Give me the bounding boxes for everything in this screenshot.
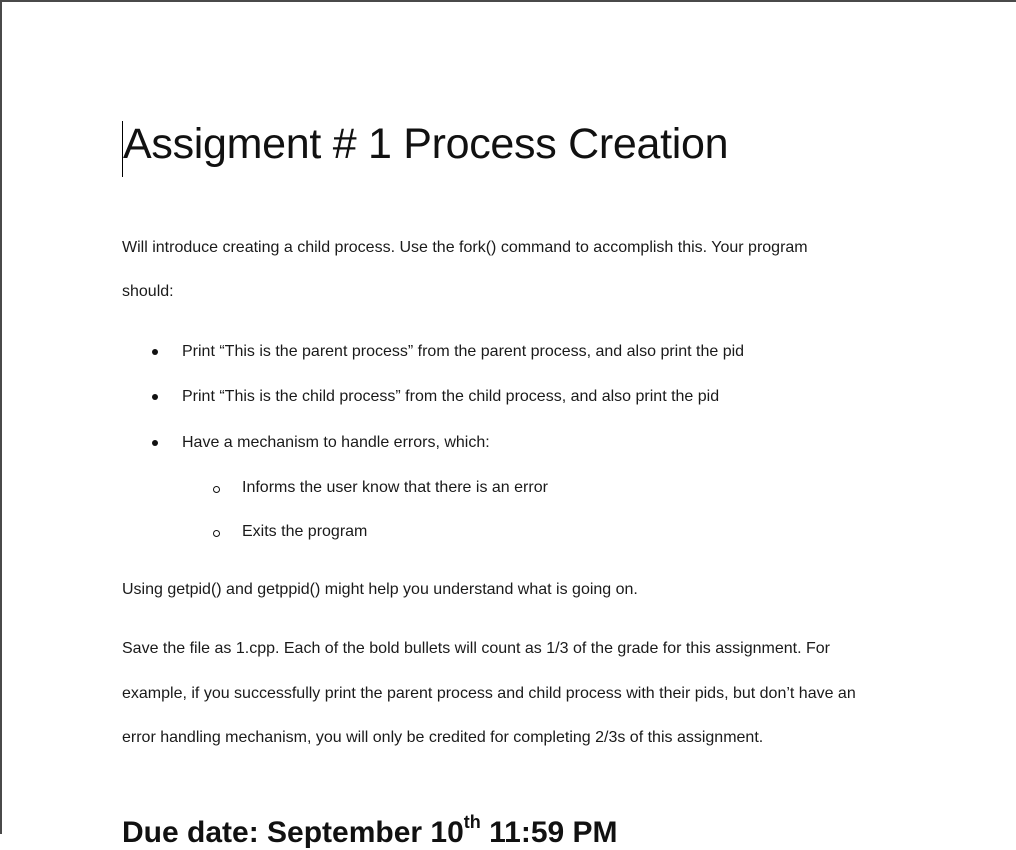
bullet-item: Print “This is the parent process” from the parent process, and also print the pid [182,343,745,360]
sub-bullet-item: Informs the user know that there is an error [242,479,548,496]
sub-bullet-icon [213,530,220,537]
save-paragraph-line-1: Save the file as 1.cpp. Each of the bold bullets will count as 1/3 of the grade for this assignment. For [122,640,830,657]
sub-bullet-icon [213,486,220,493]
bullet-icon [152,440,158,446]
bullet-icon [152,349,158,355]
document-title: Assigment # 1 Process Creation [123,120,729,168]
save-paragraph-line-2: example, if you successfully print the parent process and child process with their pids, but don’t have an [122,685,856,702]
bullet-item: Print “This is the child process” from the child process, and also print the pid [182,388,720,405]
due-date-time: 11:59 PM [480,816,618,849]
hint-paragraph: Using getpid() and getppid() might help you understand what is going on. [122,581,638,598]
bullet-icon [152,394,158,400]
due-date-prefix: Due date: September 10 [122,816,464,849]
sub-bullet-item: Exits the program [242,523,368,540]
save-paragraph-line-3: error handling mechanism, you will only be credited for completing 2/3s of this assignment. [122,729,764,746]
due-date-heading [122,812,618,850]
intro-paragraph-line-2: should: [122,283,174,300]
intro-paragraph-line-1: Will introduce creating a child process. Use the fork() command to accomplish this. Your program [122,239,808,256]
due-date-ordinal: th [463,812,481,832]
bullet-item: Have a mechanism to handle errors, which: [182,434,490,451]
